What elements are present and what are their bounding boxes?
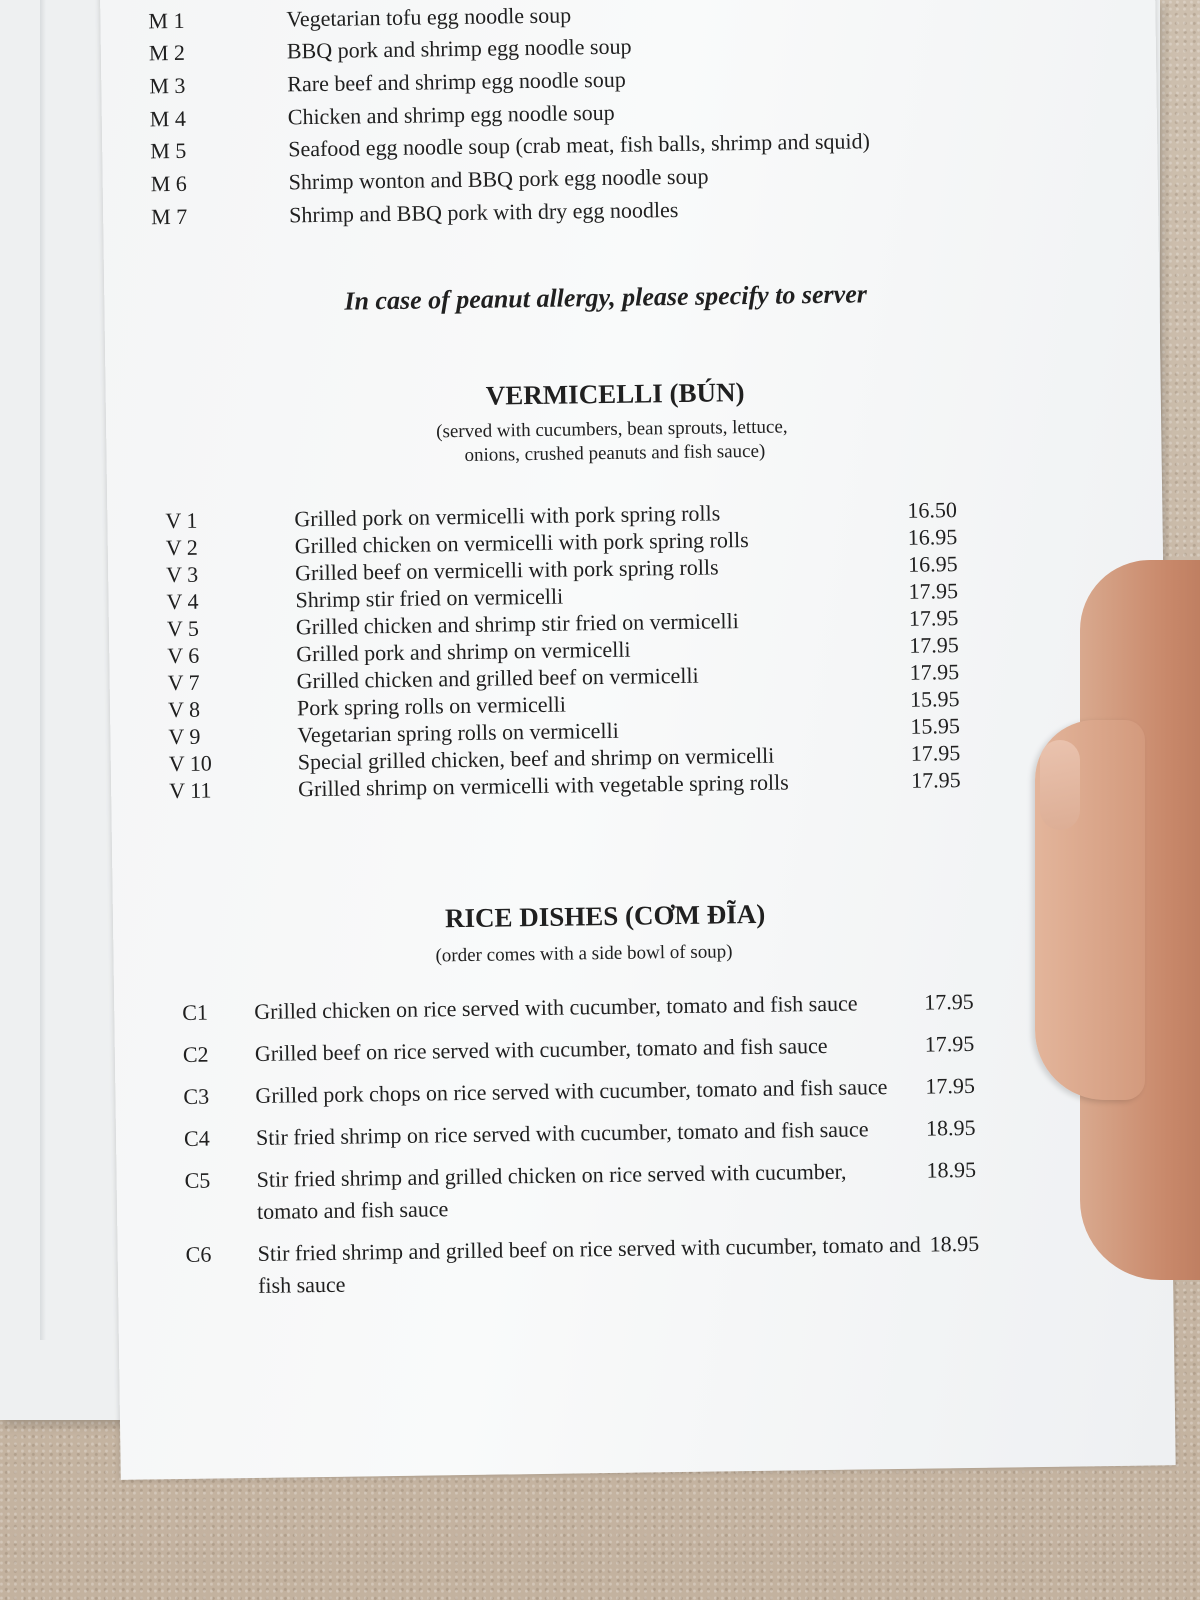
item-price: 17.95 (924, 988, 974, 1015)
section-title-vermicelli: VERMICELLI (BÚN) (485, 377, 745, 411)
item-name: Vegetarian tofu egg noodle soup (286, 2, 572, 32)
item-code: V 3 (165, 561, 199, 588)
item-name: Stir fried shrimp on rice served with cucumber, tomato and fish sauce (255, 1116, 869, 1150)
item-price: 18.95 (926, 1156, 977, 1183)
item-price: 17.95 (908, 605, 959, 631)
item-code: M 1 (148, 7, 185, 34)
section-subtitle-vermicelli: onions, crushed peanuts and fish sauce) (464, 440, 766, 466)
item-price: 15.95 (910, 713, 961, 739)
item-code: M 3 (149, 72, 186, 99)
list-item (116, 1156, 977, 1240)
item-code: C6 (185, 1241, 212, 1267)
item-code: M 6 (150, 170, 187, 197)
item-code: M 2 (148, 39, 186, 66)
item-name: Grilled chicken and shrimp stir fried on vermicelli (295, 608, 739, 640)
section-title-rice: RICE DISHES (CƠM ĐĨA) (444, 898, 766, 934)
item-code: V 8 (167, 696, 201, 723)
item-code: V 10 (168, 750, 212, 777)
item-name: Shrimp and BBQ pork with dry egg noodles (288, 196, 679, 228)
item-price: 16.50 (907, 497, 958, 523)
item-name: Special grilled chicken, beef and shrimp on vermicelli (297, 742, 775, 775)
item-code: V 2 (165, 534, 198, 561)
page-edge (40, 0, 46, 1340)
item-name: Pork spring rolls on vermicelli (296, 691, 567, 721)
item-name: Stir fried shrimp and grilled chicken on rice served with cucumber, tomato and fish sauce (256, 1158, 847, 1224)
item-code: C4 (183, 1125, 210, 1151)
item-name: Grilled chicken and grilled beef on vermicelli (296, 662, 699, 694)
item-code: C5 (184, 1167, 211, 1193)
item-code: V 1 (165, 507, 198, 534)
section-subtitle-rice: (order comes with a side bowl of soup) (435, 941, 733, 967)
item-name: Grilled pork and shrimp on vermicelli (296, 636, 631, 667)
item-code: V 5 (166, 615, 200, 642)
item-name: Grilled pork on vermicelli with pork spring rolls (294, 500, 721, 532)
item-price: 16.95 (907, 551, 958, 577)
item-price: 17.95 (910, 740, 961, 766)
item-name: Shrimp wonton and BBQ pork egg noodle soup (288, 163, 709, 195)
item-name: Vegetarian spring rolls on vermicelli (297, 717, 619, 748)
item-price: 17.95 (925, 1072, 976, 1099)
item-price: 17.95 (909, 659, 960, 685)
section-subtitle-vermicelli: (served with cucumbers, bean sprouts, lettuce, (436, 416, 788, 443)
item-code: V 9 (168, 723, 201, 750)
item-name: Chicken and shrimp egg noodle soup (287, 99, 615, 130)
item-name: Grilled beef on vermicelli with pork spring rolls (294, 554, 719, 586)
item-price: 17.95 (924, 1030, 975, 1057)
item-code: M 4 (149, 105, 187, 132)
item-price: 17.95 (909, 632, 959, 658)
item-code: V 11 (169, 777, 212, 804)
item-code: V 7 (167, 669, 200, 696)
menu-page (100, 0, 1176, 1480)
item-name: Grilled beef on rice served with cucumber, tomato and fish sauce (254, 1032, 828, 1066)
item-name: Grilled shrimp on vermicelli with vegetable spring rolls (297, 769, 789, 802)
item-code: C3 (183, 1083, 210, 1109)
item-price: 18.95 (925, 1114, 976, 1141)
item-price: 17.95 (908, 578, 959, 604)
item-name: Stir fried shrimp and grilled beef on rice served with cucumber, tomato and fish sauce (257, 1231, 921, 1298)
item-code: M 7 (150, 203, 188, 230)
item-name: Grilled pork chops on rice served with cucumber, tomato and fish sauce (255, 1074, 888, 1108)
item-name: Shrimp stir fried on vermicelli (295, 583, 564, 613)
item-code: V 4 (166, 588, 199, 615)
item-code: C2 (182, 1041, 209, 1067)
item-name: BBQ pork and shrimp egg noodle soup (286, 33, 632, 64)
list-item (118, 1230, 980, 1314)
item-code: V 6 (167, 642, 200, 669)
allergy-note: In case of peanut allergy, please specify to server (344, 279, 868, 316)
item-name: Grilled chicken on vermicelli with pork spring rolls (294, 526, 749, 559)
item-price: 18.95 (929, 1230, 980, 1257)
item-price: 16.95 (907, 524, 958, 550)
item-price: 15.95 (909, 686, 960, 712)
item-price: 17.95 (910, 767, 961, 793)
item-name: Seafood egg noodle soup (crab meat, fish balls, shrimp and squid) (288, 128, 871, 162)
item-code: M 5 (150, 137, 187, 164)
thumbnail (1040, 740, 1080, 830)
item-name: Grilled chicken on rice served with cucumber, tomato and fish sauce (254, 990, 858, 1024)
item-code: C1 (182, 999, 209, 1025)
item-name: Rare beef and shrimp egg noodle soup (287, 66, 626, 97)
